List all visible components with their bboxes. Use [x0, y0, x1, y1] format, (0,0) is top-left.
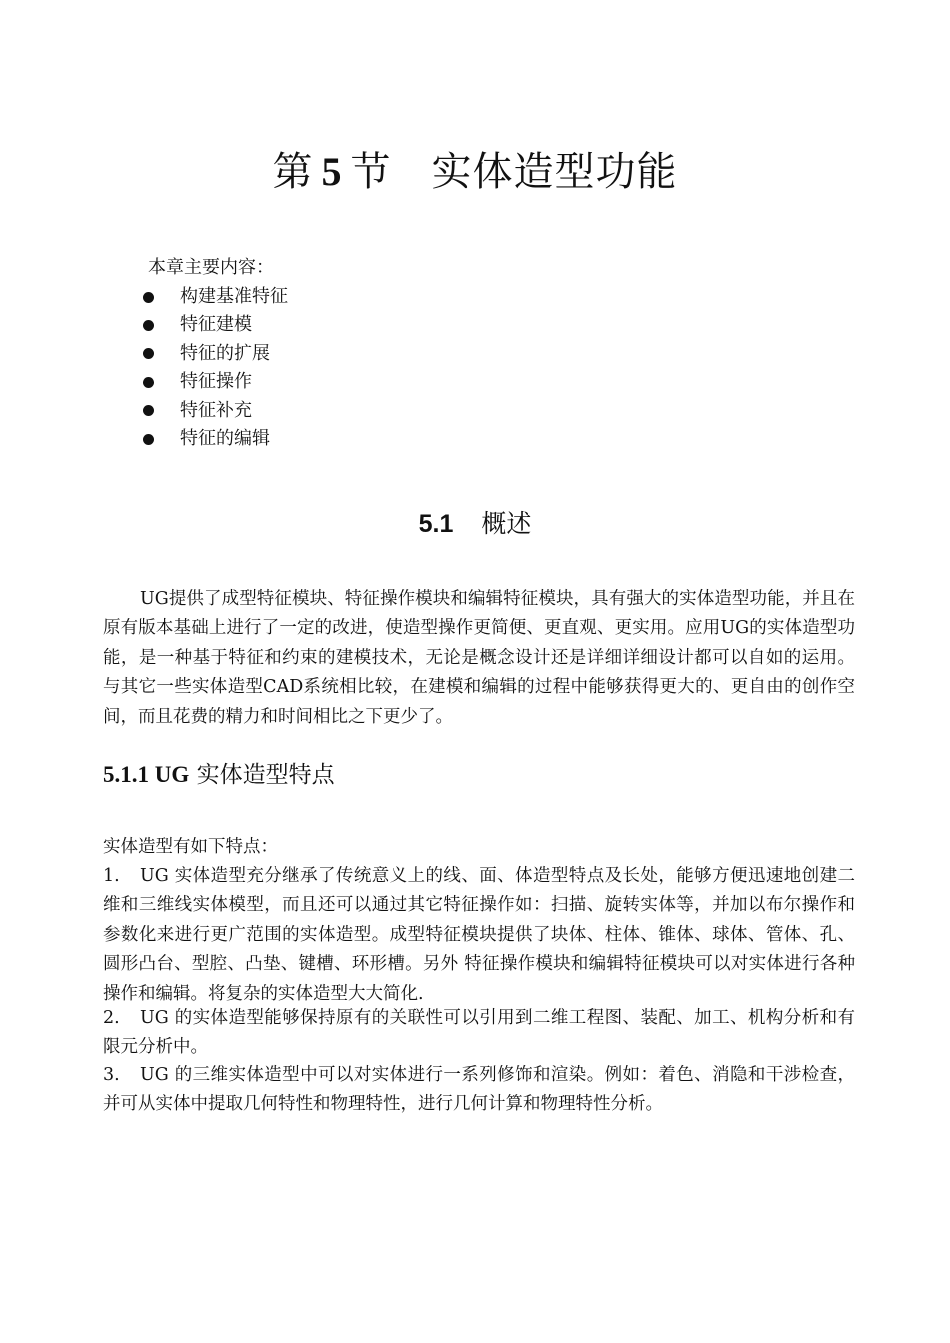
list-item-label: 构建基准特征: [180, 286, 288, 307]
feature-text: UG 的实体造型能够保持原有的关联性可以引用到二维工程图、装配、加工、机构分析和有限元分析中。: [103, 1008, 855, 1058]
section-number: 5.1: [418, 510, 454, 538]
list-item: [140, 311, 288, 339]
list-item-label: 特征补充: [180, 399, 252, 421]
bullet-icon: [143, 434, 154, 445]
chapter-suffix: 节: [350, 149, 392, 195]
feature-text: UG 实体造型充分继承了传统意义上的线、面、体造型特点及长处，能够方便迅速地创建二维和三维线实体模型，而且还可以通过其它特征操作如：扫描、旋转实体等，并加以布尔操作和参数化来进行更广范围的实体造型。成型特征模块提供了块体、柱体、锥体、球体、管体、孔、圆形凸台、型腔、凸垫、键槽、环形槽。另外 特征操作模块和编辑特征模块可以对实体进行各种操作和编辑。将复杂的实体造型大大简化.: [103, 866, 855, 1004]
feature-number: 1.: [103, 866, 120, 886]
chapter-number: 5: [321, 149, 343, 194]
subsection-title: [103, 758, 335, 792]
bullet-icon: [143, 292, 154, 303]
feature-paragraph-2: [103, 1004, 855, 1063]
feature-paragraph-1: [103, 862, 855, 1009]
list-item-label: 特征的编辑: [180, 427, 270, 449]
overview-paragraph: UG提供了成型特征模块、特征操作模块和编辑特征模块，具有强大的实体造型功能，并且在原有版本基础上进行了一定的改进，使造型操作更简便、更直观、更实用。应用UG的实体造型功能，是一种基于特征和约束的建模技术，无论是概念设计还是详细详细设计都可以自如的运用。与其它一些实体造型CAD系统相比较，在建模和编辑的过程中能够获得更大的、更自由的创作空间，而且花费的精力和时间相比之下更少了。: [103, 589, 855, 727]
list-item-label: 特征操作: [180, 371, 252, 393]
subsection-number: 5.1.1 UG: [103, 762, 190, 787]
bullet-icon: [143, 377, 154, 388]
feature-paragraph-3: [103, 1061, 855, 1120]
chapter-title: [0, 146, 950, 198]
bullet-icon: [143, 320, 154, 331]
list-item: [140, 425, 288, 453]
list-item: [140, 397, 288, 425]
feature-number: 2.: [103, 1008, 120, 1028]
list-item: [140, 340, 288, 368]
list-item: [140, 283, 288, 311]
feature-number: 3.: [103, 1065, 120, 1085]
bullet-icon: [143, 348, 154, 359]
features-intro: 实体造型有如下特点：: [103, 837, 278, 857]
list-item-label: 特征建模: [180, 314, 252, 336]
list-item: [140, 368, 288, 396]
section-title: [0, 506, 950, 542]
contents-heading: 本章主要内容：: [148, 257, 274, 278]
section-title-text: 概述: [481, 509, 532, 538]
chapter-title-text: 实体造型功能: [431, 149, 678, 195]
feature-text: UG 的三维实体造型中可以对实体进行一系列修饰和渲染。例如：着色、消隐和干涉检查，并可从实体中提取几何特性和物理特性，进行几何计算和物理特性分析。: [103, 1065, 855, 1115]
chapter-prefix: 第: [272, 149, 314, 195]
contents-list: [140, 283, 288, 453]
subsection-title-text: 实体造型特点: [196, 762, 335, 788]
list-item-label: 特征的扩展: [180, 342, 270, 364]
bullet-icon: [143, 405, 154, 416]
